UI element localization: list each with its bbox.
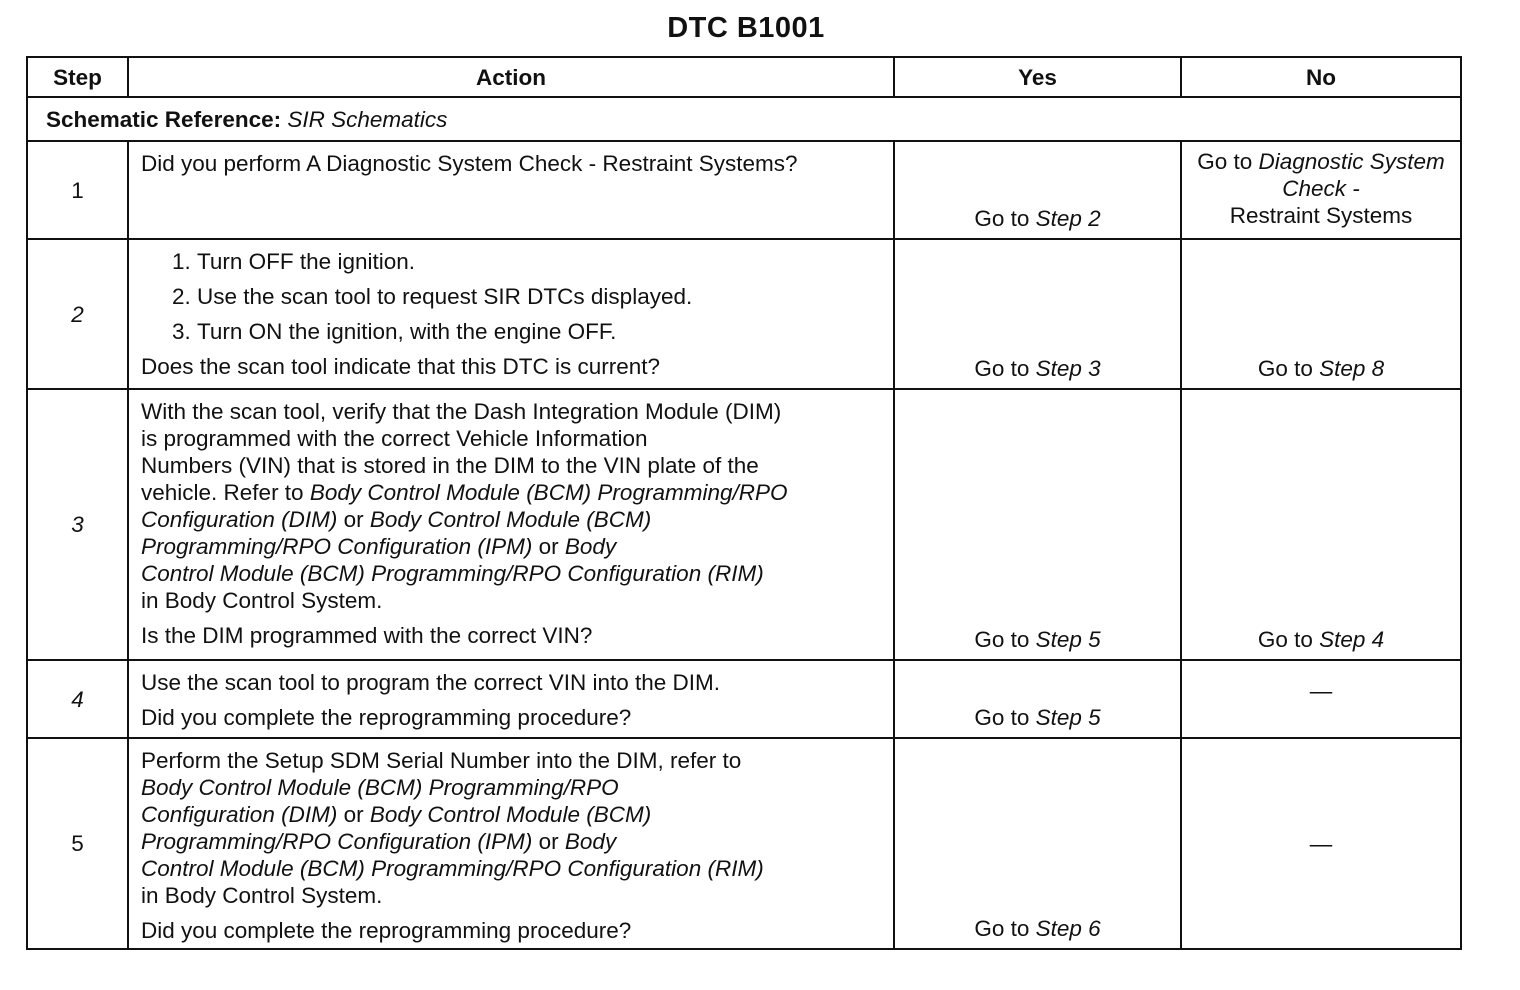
table-row bbox=[27, 660, 1461, 738]
schematic-label: Schematic Reference: bbox=[46, 107, 282, 132]
goto-label: Go to bbox=[974, 705, 1030, 730]
substep-item: 1. Turn OFF the ignition. bbox=[197, 248, 883, 275]
no-dash: — bbox=[1309, 831, 1333, 856]
plain-text: or bbox=[337, 802, 370, 827]
header-row bbox=[27, 57, 1461, 97]
goto-label: Go to bbox=[974, 356, 1030, 381]
goto-label: Go to bbox=[1197, 149, 1253, 174]
action-line bbox=[141, 479, 883, 506]
substep-list bbox=[141, 248, 883, 345]
goto-label: Go to bbox=[1257, 627, 1313, 652]
yes-cell bbox=[894, 660, 1181, 738]
goto-label: Go to bbox=[1257, 356, 1313, 381]
table-row bbox=[27, 141, 1461, 239]
yes-cell bbox=[894, 239, 1181, 389]
action-line: in Body Control System. bbox=[141, 588, 383, 613]
plain-text: or bbox=[532, 534, 565, 559]
schematic-reference bbox=[27, 97, 1461, 141]
yes-target: Step 5 bbox=[1035, 627, 1101, 652]
reference-link[interactable]: Body Control Module (BCM) Programming/RPO bbox=[309, 480, 788, 505]
no-target: Step 8 bbox=[1319, 356, 1385, 381]
goto-label: Go to bbox=[974, 206, 1030, 231]
header-action: Action bbox=[128, 57, 894, 97]
plain-text: or bbox=[337, 507, 370, 532]
no-cell bbox=[1181, 141, 1461, 239]
yes-goto[interactable] bbox=[895, 915, 1180, 942]
yes-cell bbox=[894, 389, 1181, 660]
table-row bbox=[27, 239, 1461, 389]
action-cell bbox=[128, 738, 894, 949]
action-cell bbox=[128, 239, 894, 389]
action-line bbox=[141, 774, 883, 801]
no-goto[interactable] bbox=[1182, 148, 1460, 229]
step-number: 2 bbox=[27, 239, 128, 389]
schematic-row bbox=[27, 97, 1461, 141]
yes-target: Step 2 bbox=[1035, 206, 1101, 231]
yes-goto[interactable] bbox=[895, 355, 1180, 382]
goto-label: Go to bbox=[974, 627, 1030, 652]
action-line bbox=[141, 828, 883, 855]
action-line: in Body Control System. bbox=[141, 883, 383, 908]
header-no: No bbox=[1181, 57, 1461, 97]
yes-target: Step 3 bbox=[1035, 356, 1101, 381]
plain-text: vehicle. Refer to bbox=[141, 480, 310, 505]
no-cell bbox=[1181, 239, 1461, 389]
no-cell bbox=[1181, 738, 1461, 949]
yes-goto[interactable] bbox=[895, 626, 1180, 653]
yes-cell bbox=[894, 141, 1181, 239]
no-target-italic: Diagnostic System Check - bbox=[1258, 149, 1445, 201]
step-number: 3 bbox=[27, 389, 128, 660]
reference-link[interactable]: Body Control Module (BCM) bbox=[369, 507, 652, 532]
reference-link[interactable]: Body bbox=[564, 829, 617, 854]
no-cell bbox=[1181, 660, 1461, 738]
no-cell bbox=[1181, 389, 1461, 660]
action-question: Is the DIM programmed with the correct VIN? bbox=[141, 623, 593, 648]
no-target-tail: Restraint Systems bbox=[1229, 203, 1413, 228]
dtc-table bbox=[26, 56, 1462, 950]
reference-link[interactable]: Configuration (DIM) bbox=[141, 802, 338, 827]
no-goto[interactable] bbox=[1182, 626, 1460, 653]
no-target: Step 4 bbox=[1319, 627, 1385, 652]
step-number: 5 bbox=[27, 738, 128, 949]
substep-item: 2. Use the scan tool to request SIR DTCs displayed. bbox=[197, 283, 883, 310]
yes-goto[interactable] bbox=[895, 205, 1180, 232]
reference-link[interactable]: Programming/RPO Configuration (IPM) bbox=[141, 534, 533, 559]
page-title: DTC B1001 bbox=[667, 12, 825, 44]
action-line bbox=[141, 855, 883, 882]
header-yes: Yes bbox=[894, 57, 1181, 97]
action-line bbox=[141, 533, 883, 560]
reference-link[interactable]: Body Control Module (BCM) bbox=[369, 802, 652, 827]
action-line: With the scan tool, verify that the Dash Integration Module (DIM) bbox=[141, 399, 782, 424]
action-line: Numbers (VIN) that is stored in the DIM to the VIN plate of the bbox=[141, 453, 759, 478]
action-question: Did you perform A Diagnostic System Check - Restraint Systems? bbox=[141, 151, 798, 176]
table-row bbox=[27, 389, 1461, 660]
reference-link[interactable]: Body Control Module (BCM) Programming/RPO bbox=[141, 775, 619, 800]
action-line: is programmed with the correct Vehicle Information bbox=[141, 426, 648, 451]
plain-text: or bbox=[532, 829, 565, 854]
yes-goto[interactable] bbox=[895, 704, 1180, 731]
yes-cell bbox=[894, 738, 1181, 949]
no-dash: — bbox=[1309, 678, 1333, 704]
action-line bbox=[141, 560, 883, 587]
table-row bbox=[27, 738, 1461, 949]
no-goto[interactable] bbox=[1182, 355, 1460, 382]
action-question: Did you complete the reprogramming procedure? bbox=[141, 705, 632, 730]
action-question: Did you complete the reprogramming procedure? bbox=[141, 918, 632, 943]
action-cell bbox=[128, 660, 894, 738]
schematic-link[interactable]: SIR Schematics bbox=[287, 107, 448, 132]
action-cell bbox=[128, 389, 894, 660]
reference-link[interactable]: Programming/RPO Configuration (IPM) bbox=[141, 829, 533, 854]
reference-link[interactable]: Control Module (BCM) Programming/RPO Configuration (RIM) bbox=[141, 856, 764, 881]
reference-link[interactable]: Configuration (DIM) bbox=[141, 507, 338, 532]
action-line: Use the scan tool to program the correct VIN into the DIM. bbox=[141, 670, 721, 695]
reference-link[interactable]: Control Module (BCM) Programming/RPO Configuration (RIM) bbox=[141, 561, 764, 586]
step-number: 4 bbox=[27, 660, 128, 738]
header-step: Step bbox=[27, 57, 128, 97]
substep-item: 3. Turn ON the ignition, with the engine OFF. bbox=[197, 318, 883, 345]
action-line: Perform the Setup SDM Serial Number into the DIM, refer to bbox=[141, 748, 742, 773]
yes-target: Step 6 bbox=[1035, 916, 1101, 941]
action-line bbox=[141, 801, 883, 828]
step-number: 1 bbox=[27, 141, 128, 239]
action-question: Does the scan tool indicate that this DTC is current? bbox=[141, 354, 660, 379]
action-line bbox=[141, 506, 883, 533]
goto-label: Go to bbox=[974, 916, 1030, 941]
reference-link[interactable]: Body bbox=[564, 534, 617, 559]
yes-target: Step 5 bbox=[1035, 705, 1101, 730]
action-cell bbox=[128, 141, 894, 239]
